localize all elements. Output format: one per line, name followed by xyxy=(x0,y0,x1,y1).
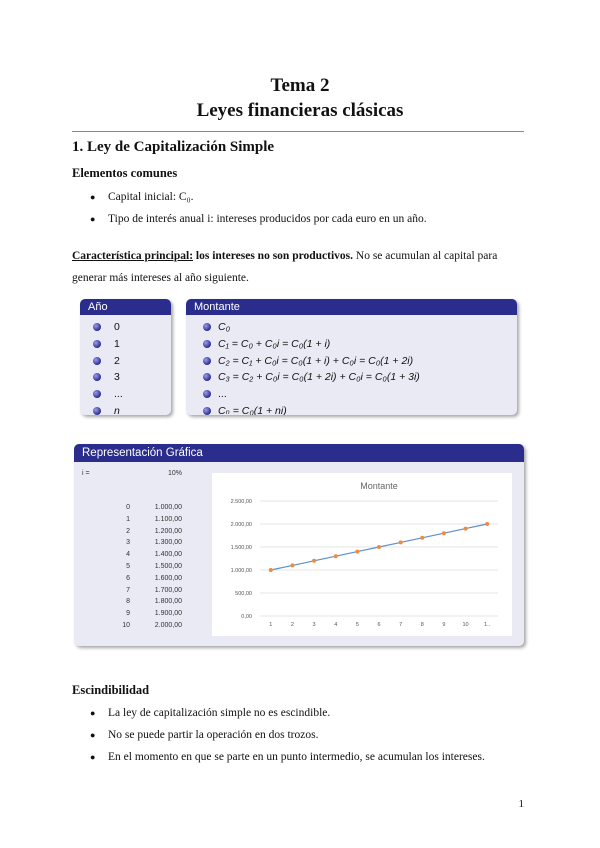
caracteristica-bold: los intereses no son productivos. xyxy=(193,250,354,262)
table-cell-value: 1.500,00 xyxy=(154,563,182,570)
table-cell-year: 8 xyxy=(126,598,130,606)
bullet-ball-icon xyxy=(203,340,211,348)
data-point xyxy=(485,522,489,526)
table-cell-year: 6 xyxy=(126,574,130,582)
title-divider xyxy=(72,131,524,132)
bullet-ball-icon xyxy=(203,357,211,365)
bullet-ball-icon xyxy=(203,323,211,331)
elementos-heading: Elementos comunes xyxy=(72,166,178,180)
montante-item: C₀ xyxy=(186,319,517,336)
y-tick-label: 2.000,00 xyxy=(230,522,252,528)
table-cell-value: 1.700,00 xyxy=(154,586,182,594)
list-item: ● La ley de capitalización simple no es escindible. xyxy=(88,704,538,726)
y-tick-label: 1.500,00 xyxy=(230,545,252,551)
data-point xyxy=(269,568,273,572)
data-point xyxy=(464,527,468,531)
caracteristica-rest: No se acumulan al capital para xyxy=(353,250,498,262)
x-tick-label: 1 xyxy=(269,622,273,628)
caracteristica-label: Característica principal: xyxy=(72,250,194,262)
rate-value: 10% xyxy=(167,470,182,477)
table-cell-year: 3 xyxy=(126,539,130,547)
table-cell-year: 0 xyxy=(126,504,130,511)
table-cell-value: 1.200,00 xyxy=(154,527,182,535)
data-point xyxy=(355,550,359,554)
ano-item: ... xyxy=(80,386,171,403)
table-cell-value: 1.100,00 xyxy=(154,515,182,523)
bullet-ball-icon xyxy=(93,373,101,381)
table-cell-value: 2.000,00 xyxy=(154,622,182,629)
ano-item: 3 xyxy=(80,369,171,386)
montante-block-header: Montante xyxy=(186,299,517,315)
montante-block xyxy=(186,299,517,415)
rate-label: i = xyxy=(82,470,90,477)
bullet-ball-icon xyxy=(203,390,211,398)
ano-item: 0 xyxy=(80,319,171,336)
table-cell-value: 1.300,00 xyxy=(154,539,182,547)
data-point xyxy=(420,536,424,540)
ano-item: 1 xyxy=(80,336,171,353)
montante-item: C₂ = C₁ + C₀i = C₀(1 + i) + C₀i = C₀(1 + 2i) xyxy=(186,353,517,370)
x-tick-label: 8 xyxy=(420,622,424,628)
bullet-ball-icon xyxy=(93,323,101,331)
elementos-list xyxy=(88,188,538,232)
x-tick-label: 6 xyxy=(377,622,381,628)
x-tick-label: 4 xyxy=(334,622,338,628)
x-tick-label: 7 xyxy=(399,622,403,628)
montante-item: C₁ = C₀ + C₀i = C₀(1 + i) xyxy=(186,336,517,353)
ano-item: n xyxy=(80,403,171,415)
table-cell-year: 1 xyxy=(126,515,130,523)
page-number: 1 xyxy=(518,798,524,810)
bullet-ball-icon xyxy=(93,390,101,398)
data-point xyxy=(377,545,381,549)
ano-item: 2 xyxy=(80,353,171,370)
table-cell-value: 1.900,00 xyxy=(154,610,182,618)
x-tick-label: 5 xyxy=(355,622,359,628)
caracteristica-line-1 xyxy=(72,250,532,262)
escindibilidad-list xyxy=(88,704,538,770)
x-tick-label: 2 xyxy=(290,622,294,628)
montante-item: Cₙ = C₀(1 + ni) xyxy=(186,403,517,415)
y-tick-label: 0,00 xyxy=(241,614,252,620)
y-tick-label: 2.500,00 xyxy=(230,499,252,505)
title-line-2: Leyes financieras clásicas xyxy=(196,100,404,121)
table-cell-value: 1.600,00 xyxy=(154,574,182,582)
bullet-ball-icon xyxy=(93,340,101,348)
bullet-ball-icon xyxy=(93,357,101,365)
table-cell-year: 7 xyxy=(126,586,130,594)
data-point xyxy=(334,554,338,558)
table-cell-value: 1.400,00 xyxy=(154,551,182,559)
list-item: ● Tipo de interés anual i: intereses producidos por cada euro en un año. xyxy=(88,210,538,232)
ano-block xyxy=(80,299,171,415)
bullet-ball-icon xyxy=(93,407,101,415)
data-point xyxy=(399,540,403,544)
x-tick-label: 10 xyxy=(462,622,469,628)
y-tick-label: 1.000,00 xyxy=(230,568,252,574)
montante-item: ... xyxy=(186,386,517,403)
bullet-ball-icon xyxy=(203,373,211,381)
x-tick-label: 3 xyxy=(312,622,316,628)
bullet-ball-icon xyxy=(203,407,211,415)
y-tick-label: 500,00 xyxy=(235,591,252,597)
table-cell-value: 1.000,00 xyxy=(154,504,182,511)
section-heading: 1. Ley de Capitalización Simple xyxy=(72,139,275,155)
line-chart xyxy=(212,473,512,636)
ano-block-header: Año xyxy=(80,299,171,315)
table-cell-year: 10 xyxy=(122,622,130,629)
data-point xyxy=(312,559,316,563)
list-item: ● Capital inicial: C₀. xyxy=(88,188,538,210)
x-tick-label: 9 xyxy=(442,622,446,628)
table-cell-year: 4 xyxy=(126,551,130,559)
caracteristica-line-2: generar más intereses al año siguiente. xyxy=(72,272,249,284)
title-line-1: Tema 2 xyxy=(270,75,330,96)
chart-panel xyxy=(212,473,512,636)
montante-item: C₃ = C₂ + C₀i = C₀(1 + 2i) + C₀i = C₀(1 + 3i) xyxy=(186,369,517,386)
list-item: ● En el momento en que se parte en un punto intermedio, se acumulan los intereses. xyxy=(88,748,538,770)
list-item: ● No se puede partir la operación en dos trozos. xyxy=(88,726,538,748)
data-point xyxy=(290,563,294,567)
escindibilidad-heading: Escindibilidad xyxy=(72,683,150,697)
chart-title: Montante xyxy=(360,481,398,491)
table-cell-year: 2 xyxy=(126,527,130,535)
table-cell-year: 5 xyxy=(126,563,130,570)
table-cell-year: 9 xyxy=(126,610,130,618)
grafica-block-header: Representación Gráfica xyxy=(74,444,524,462)
data-point xyxy=(442,531,446,535)
table-cell-value: 1.800,00 xyxy=(154,598,182,606)
x-tick-label: 1.. xyxy=(484,622,491,628)
